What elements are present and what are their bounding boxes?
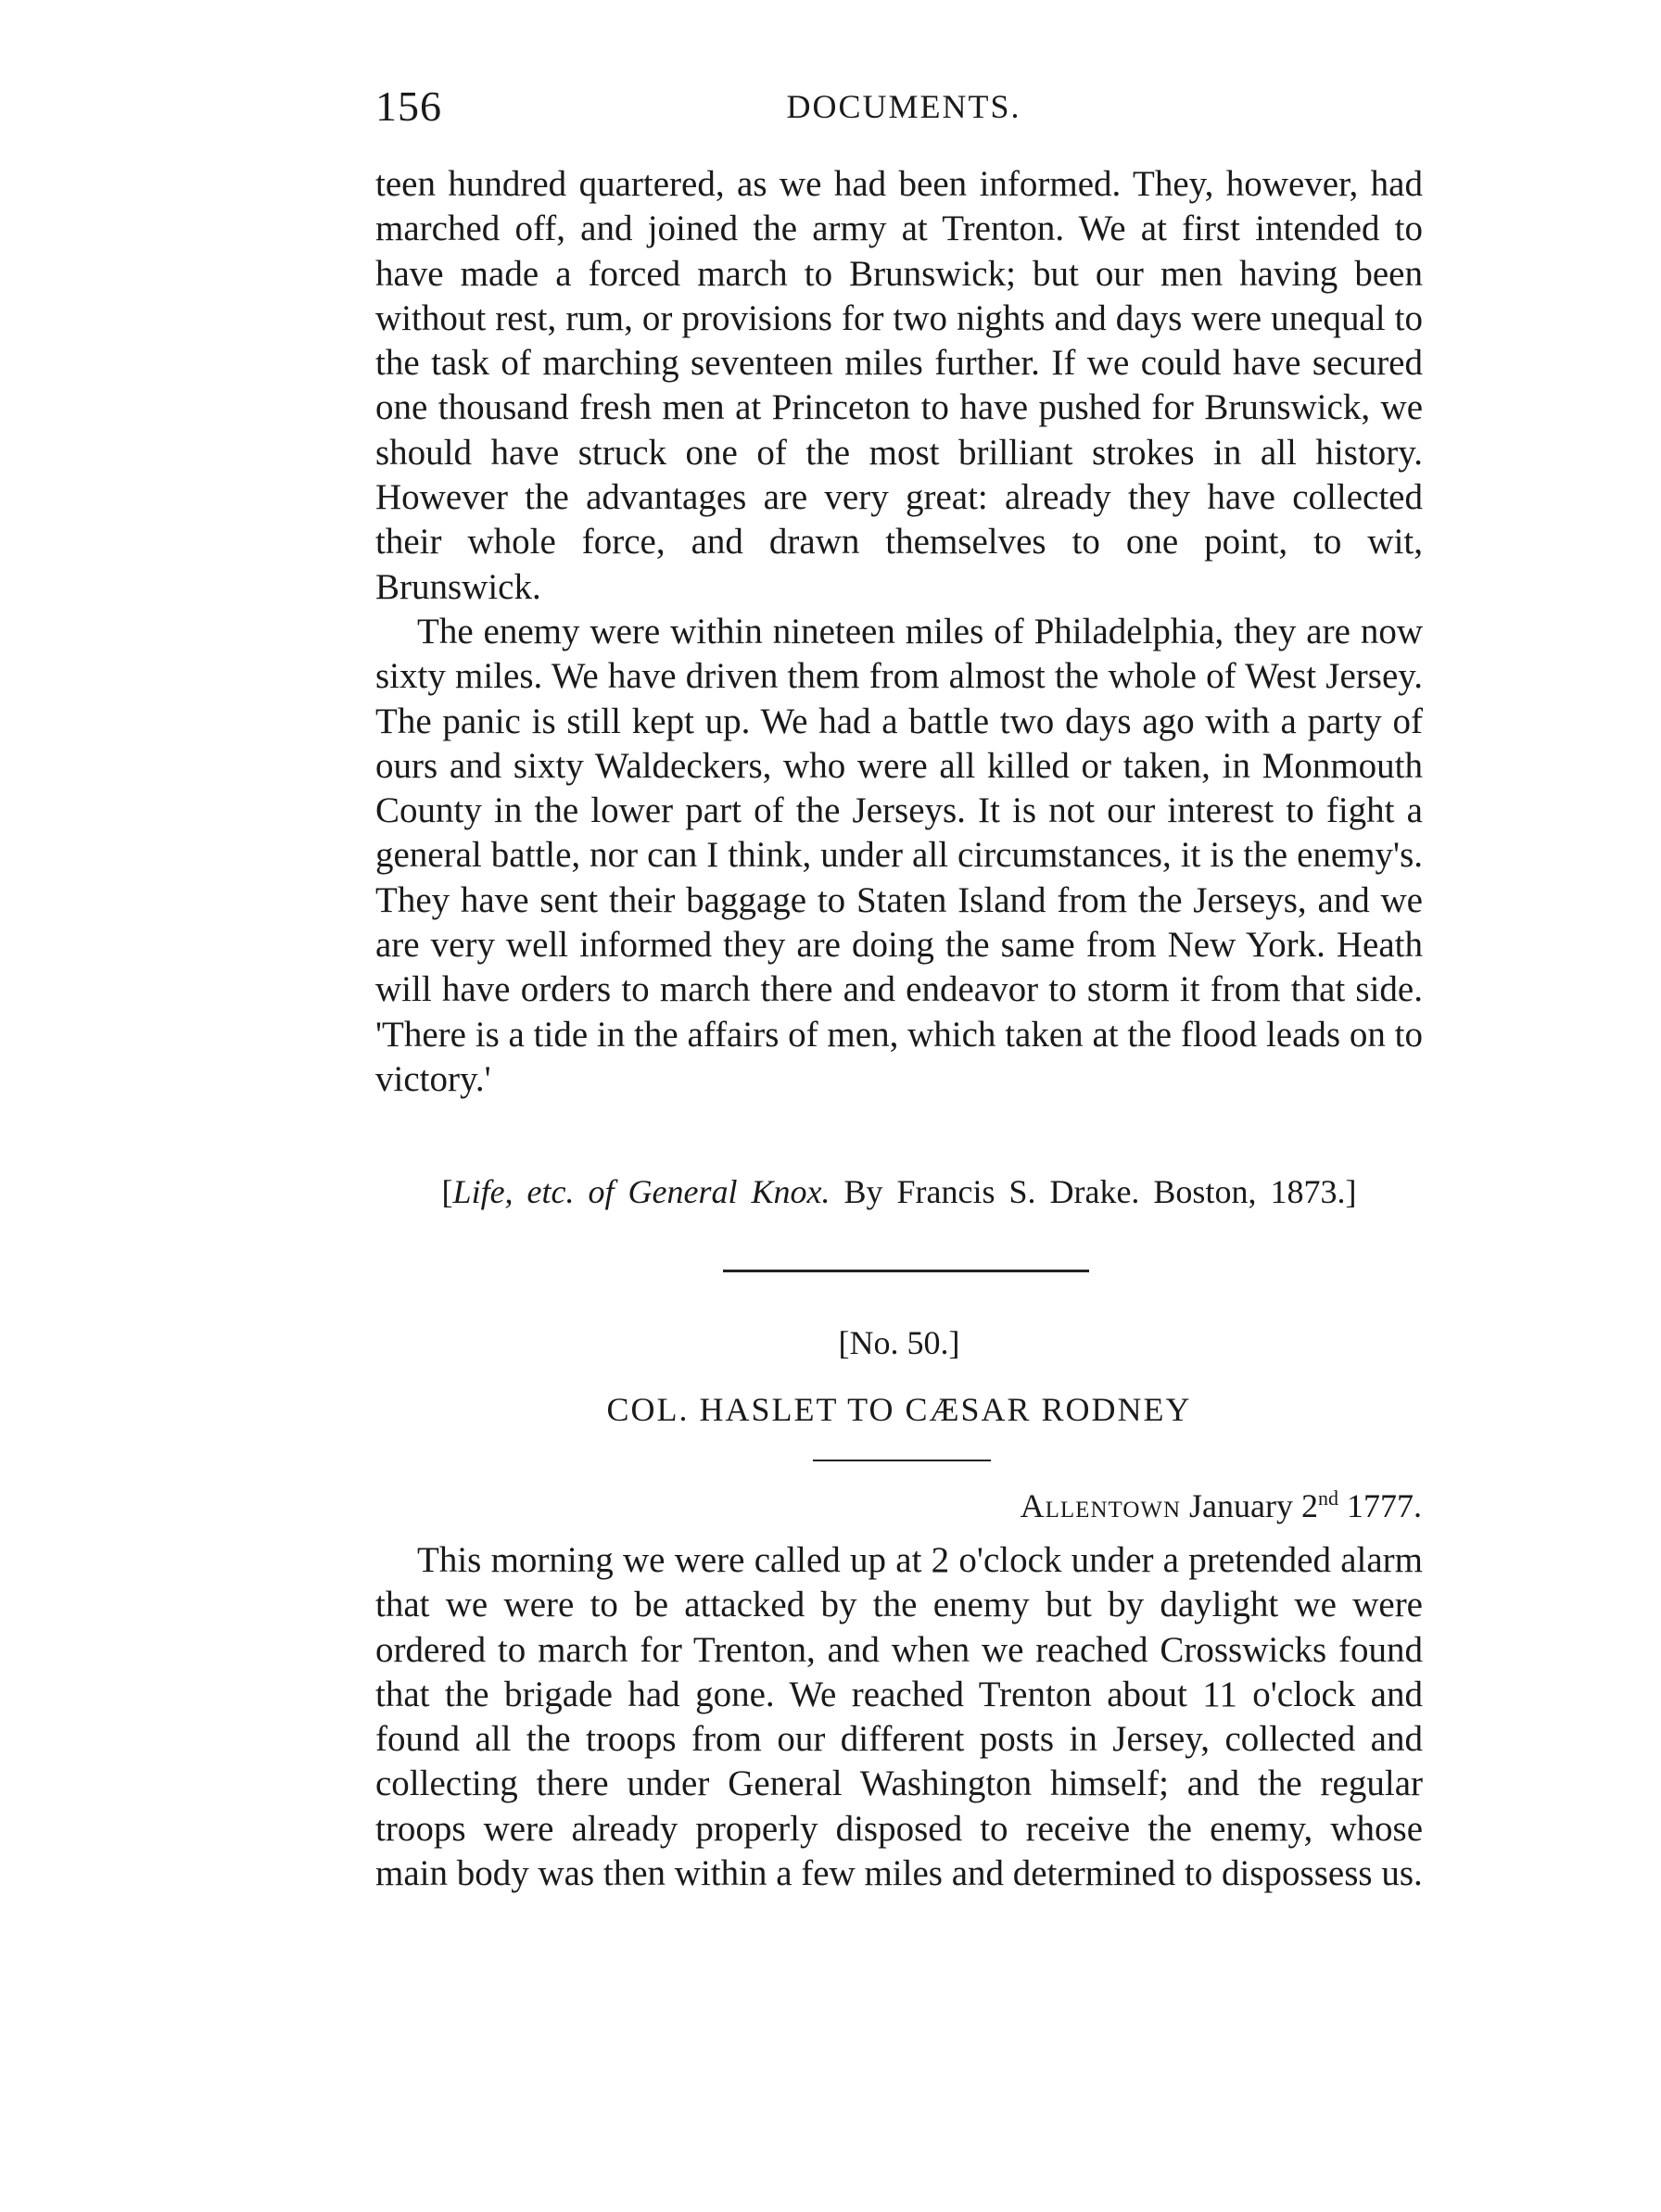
paragraph-continued: teen hundred quartered, as we had been informed. They, however, had marched off, and joined the army at Trenton. We at first intended to have made a forced march to Brunswick; but our men having been without rest, rum, or provisions for two nights and days were unequal to the task of marching seventeen miles further. If we could have secured one thousand fresh men at Princeton to have pushed for Brunswick, we should have struck one of the most brilliant strokes in all history. However the advantages are very great: already they have collected their whole force, and drawn themselves to one point, to wit, Brunswick. [375,164,1423,607]
title-underline [813,1460,991,1461]
running-head: DOCUMENTS. [786,88,1021,125]
section-divider [723,1270,1089,1272]
dateline [1021,1486,1422,1525]
dateline-place: Allentown [1020,1487,1182,1524]
letter-paragraph: This morning we were called up at 2 o'clock under a pretended alarm that we were to be attacked by the enemy but by daylight we were ordered to march for Trenton, and when we reached Crosswicks found that the brigade had gone. We reached Trenton about 11 o'clock and found all the troops from our different posts in Jersey, collected and collecting there under General Washington himself; and the regular troops were already properly disposed to receive the enemy, whose main body was then within a few miles and determined to dispossess us. [375,1540,1423,1894]
page-number: 156 [375,82,442,130]
citation-author: By Francis S. Drake. Boston, 1873.] [843,1173,1357,1210]
main-text [375,162,1423,1102]
document-title: COL. HASLET TO CÆSAR RODNEY [606,1391,1192,1428]
letter-text [375,1538,1423,1896]
page-header [375,82,1432,137]
document-number: [No. 50.] [838,1324,960,1361]
source-citation [375,1169,1423,1214]
dateline-ordinal: nd [1318,1486,1338,1510]
dateline-date: January 2 [1189,1487,1318,1524]
citation-title: Life, etc. of General Knox. [452,1173,830,1210]
dateline-year: 1777. [1347,1487,1422,1524]
paragraph-enemy: The enemy were within nineteen miles of Philadelphia, they are now sixty miles. We have driven them from almost the whole of West Jersey. The panic is still kept up. We had a battle two days ago with a party of ours and sixty Waldeckers, who were all killed or taken, in Monmouth County in the lower part of the Jerseys. It is not our interest to fight a general battle, nor can I think, under all circumstances, it is the enemy's. They have sent their baggage to Staten Island from the Jerseys, and we are very well informed they are doing the same from New York. Heath will have orders to march there and endeavor to storm it from that side. 'There is a tide in the affairs of men, which taken at the flood leads on to victory.' [375,611,1423,1099]
citation-open-bracket: [ [441,1173,453,1210]
